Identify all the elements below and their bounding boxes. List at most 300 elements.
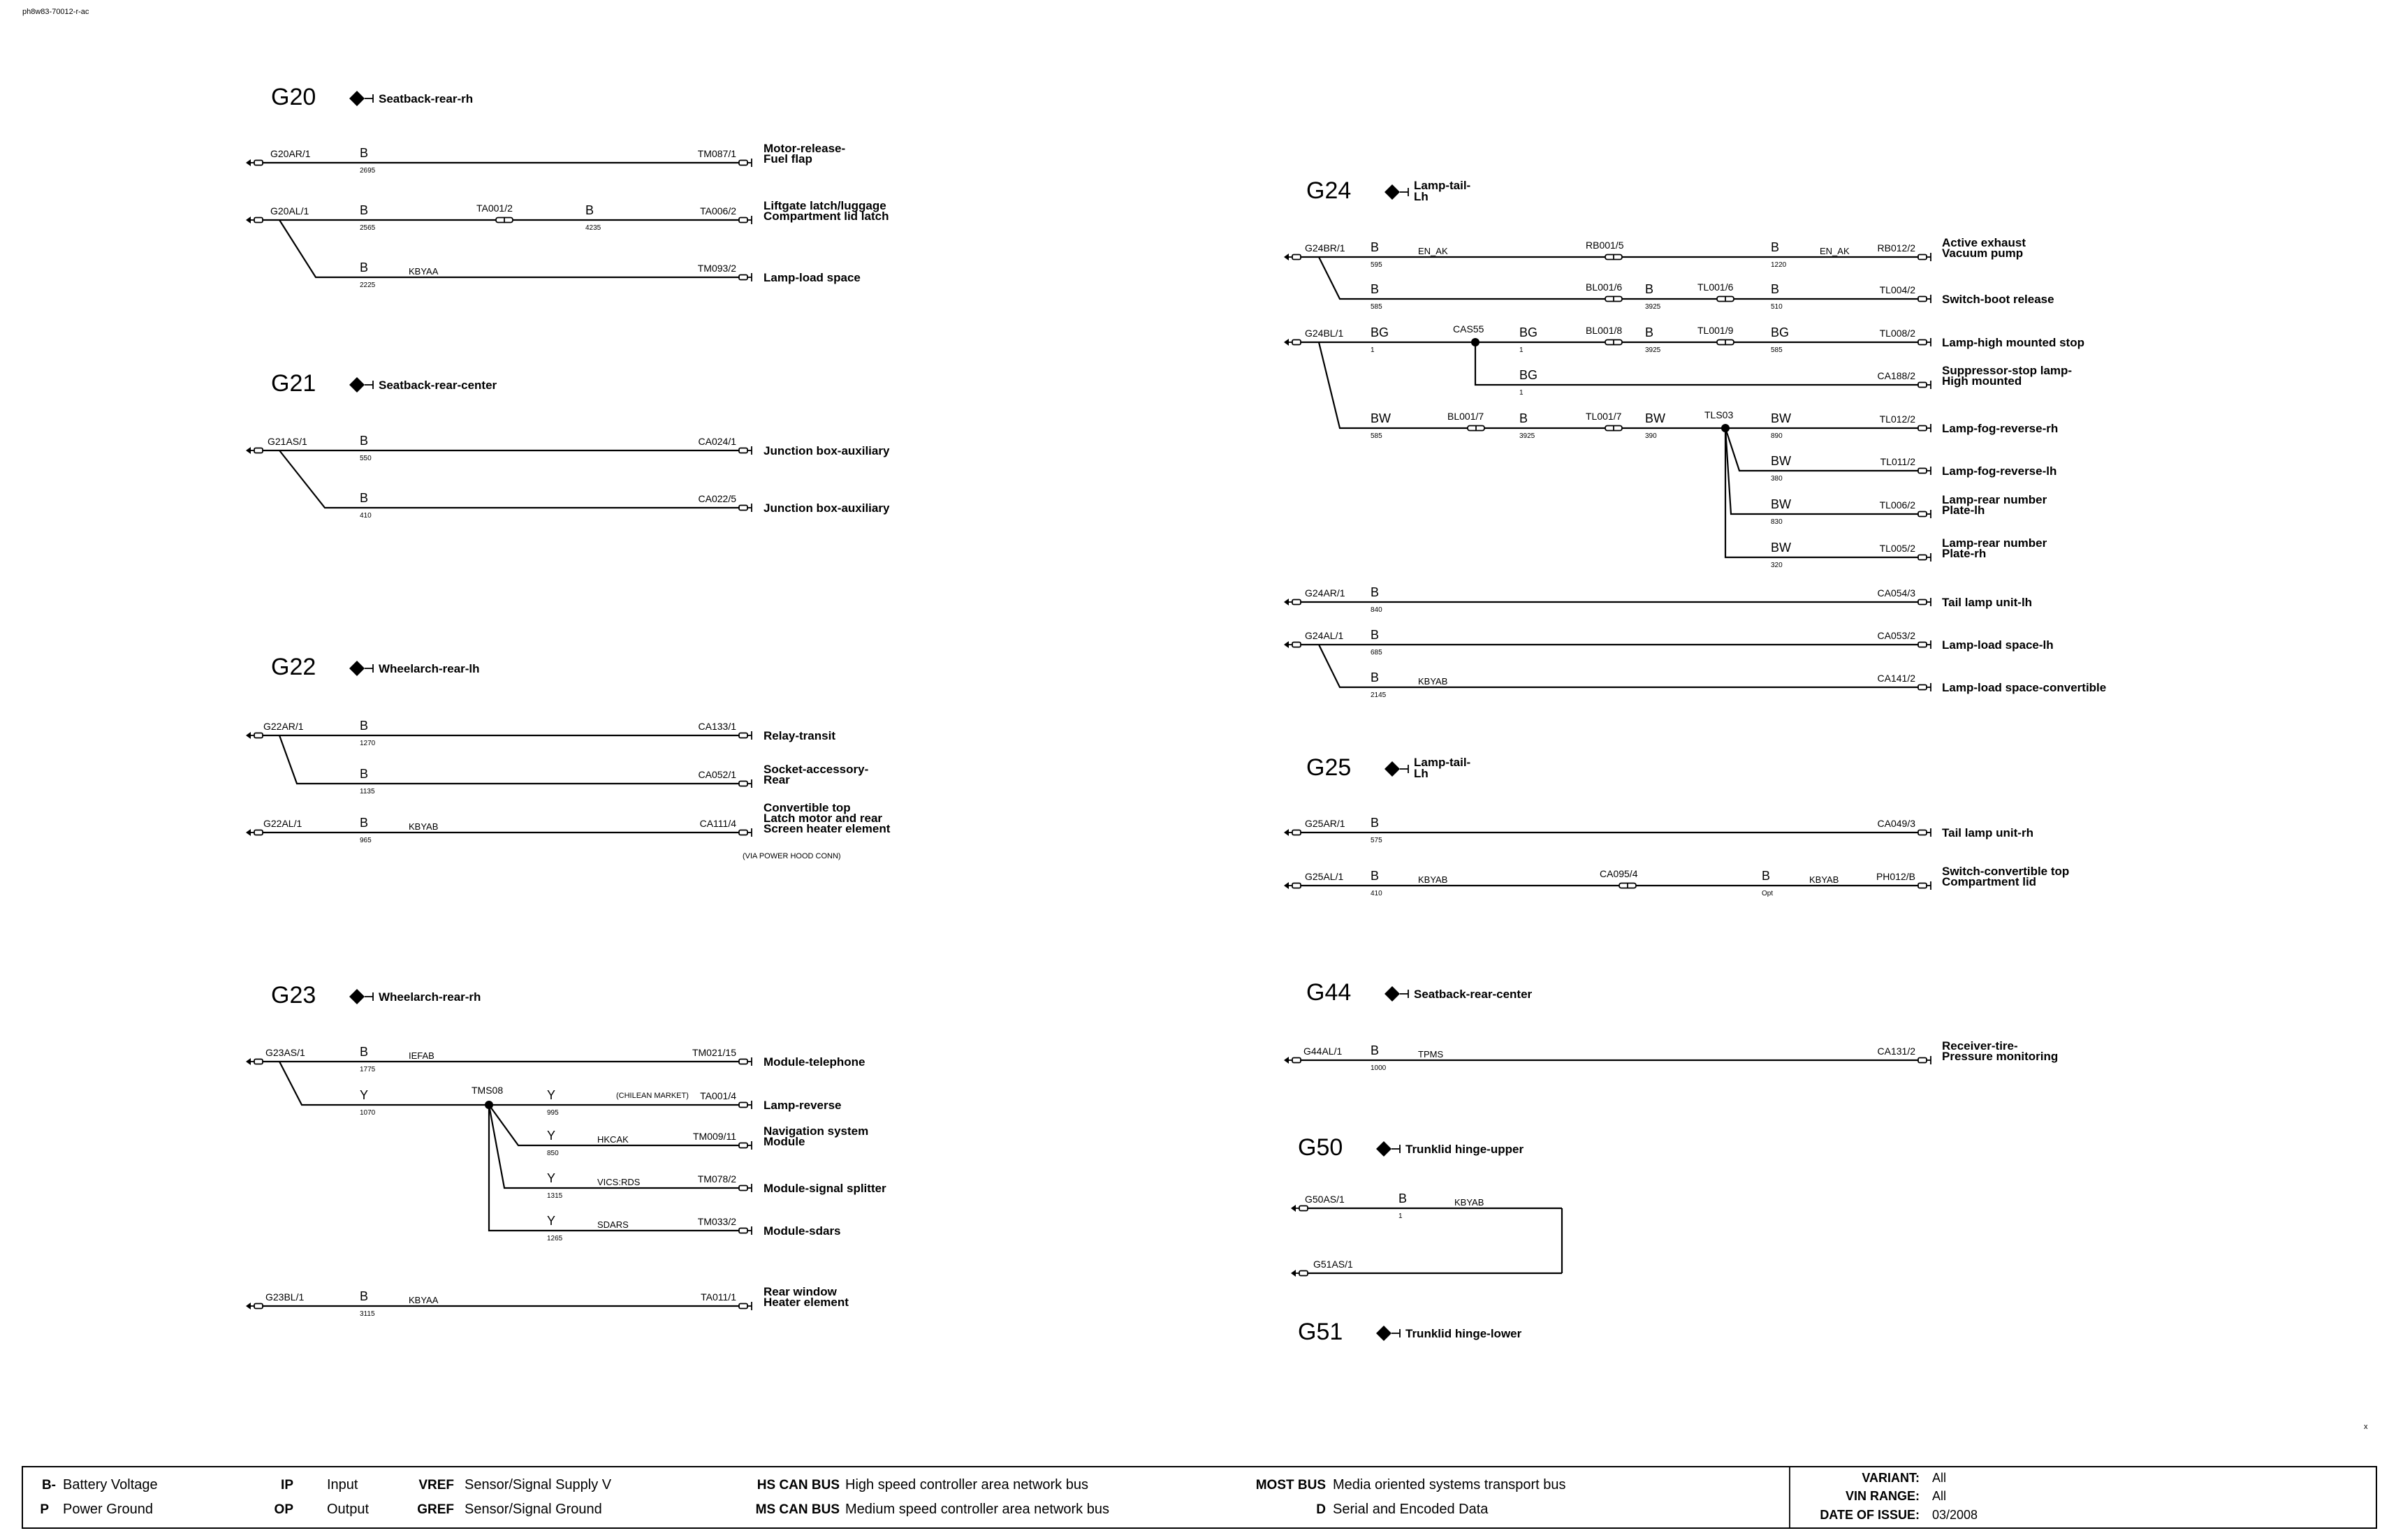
harness-code: KBYAA (409, 1295, 439, 1305)
pin-label: G51AS/1 (1313, 1259, 1353, 1270)
connector-id: CA133/1 (698, 721, 736, 732)
pin-label: G22AR/1 (263, 721, 304, 732)
legend-key: P (40, 1502, 49, 1517)
wire-length: 2565 (360, 224, 376, 232)
pin-label: G20AR/1 (270, 148, 311, 159)
ground-arrow-icon (1284, 882, 1289, 889)
connector-icon (1292, 1058, 1301, 1063)
ground-id: G25 (1306, 754, 1352, 781)
wire-length: 2695 (360, 167, 376, 175)
corner-mark: x (2364, 1423, 2368, 1431)
wire-length: 510 (1771, 303, 1783, 311)
ground-arrow-icon (1284, 829, 1289, 836)
wire-colour: Y (360, 1088, 369, 1102)
wire-colour: BW (1771, 454, 1791, 468)
wire-length: 1270 (360, 740, 376, 747)
connector-icon (1918, 555, 1927, 560)
wire-colour: B (1371, 282, 1380, 296)
connector-icon (739, 275, 747, 280)
wire-length: 1775 (360, 1066, 376, 1073)
wire-colour: BW (1371, 411, 1391, 425)
note-label: (CHILEAN MARKET) (616, 1092, 689, 1100)
harness-code: EN_AK (1820, 246, 1850, 256)
connector-id: CA022/5 (698, 493, 736, 504)
wire-length: 1000 (1371, 1064, 1387, 1072)
connector-icon (1918, 297, 1927, 302)
connector-icon (254, 733, 263, 738)
wire (489, 1105, 739, 1231)
connector-id: RB012/2 (1877, 242, 1915, 254)
ground-arrow-icon (246, 732, 251, 739)
connector-id: TM093/2 (697, 263, 736, 274)
connector-icon (1292, 830, 1301, 835)
wire-length: 830 (1771, 518, 1783, 526)
ground-point-icon (349, 661, 365, 676)
legend-label: Input (327, 1477, 358, 1493)
legend-label: Media oriented systems transport bus (1333, 1477, 1566, 1493)
wire-length: 585 (1371, 432, 1382, 440)
destination-label: Lamp-rear number (1942, 536, 2047, 550)
legend-key: OP (274, 1502, 293, 1517)
pin-label: G50AS/1 (1305, 1194, 1345, 1205)
connector-icon (1292, 883, 1301, 888)
pin-label: G24BR/1 (1305, 242, 1345, 254)
destination-label: Relay-transit (764, 729, 835, 742)
destination-label: Lamp-rear number (1942, 493, 2047, 506)
wire-length: 1 (1519, 389, 1524, 397)
wire-colour: Y (547, 1088, 556, 1102)
wire-colour: B (585, 203, 594, 217)
ground-point-icon (349, 377, 365, 393)
wire-colour: Y (547, 1171, 556, 1185)
wire-colour: B (360, 434, 369, 448)
connector-id: TM078/2 (697, 1173, 736, 1185)
wire-colour: B (360, 261, 369, 274)
wire-length: 890 (1771, 432, 1783, 440)
connector-icon (739, 830, 747, 835)
ground-title: Trunklid hinge-upper (1405, 1143, 1524, 1156)
ground-title: Seatback-rear-rh (379, 92, 474, 105)
ground-group-g20 (246, 84, 889, 289)
ground-point-icon (349, 91, 365, 106)
connector-id: TL004/2 (1879, 284, 1915, 295)
ground-title: Wheelarch-rear-rh (379, 990, 481, 1004)
harness-code: VICS:RDS (597, 1177, 641, 1187)
wire-length: 585 (1371, 303, 1382, 311)
wire-length: 3925 (1645, 303, 1661, 311)
connector-icon (739, 782, 747, 786)
destination-label: Lamp-load space (764, 271, 861, 284)
wire (1319, 257, 1918, 299)
destination-label: Module (764, 1135, 805, 1148)
wire-length: 410 (360, 512, 372, 520)
connector-id: CA141/2 (1877, 673, 1915, 684)
ground-group-g25 (1284, 754, 2069, 897)
connector-id: CA111/4 (699, 818, 736, 829)
ground-id: G44 (1306, 979, 1352, 1006)
ground-title: Wheelarch-rear-lh (379, 662, 480, 675)
pin-label: G24AL/1 (1305, 630, 1344, 641)
harness-code: SDARS (597, 1219, 629, 1230)
wire-colour: B (1371, 1043, 1380, 1057)
connector-id: TA001/4 (700, 1090, 736, 1101)
connector-icon (254, 1059, 263, 1064)
connector-id: TM087/1 (697, 148, 736, 159)
connector-id: TL008/2 (1879, 328, 1915, 339)
ground-title: Seatback-rear-center (379, 379, 497, 392)
wire-length: 1265 (547, 1235, 563, 1242)
ground-point-icon (1385, 986, 1400, 1002)
wire-colour: Y (547, 1214, 556, 1228)
destination-label: Latch motor and rear (764, 812, 883, 825)
connector-id: TL001/7 (1586, 411, 1622, 422)
variant-value: All (1932, 1471, 1947, 1485)
wire-colour: BG (1519, 368, 1538, 382)
ground-arrow-icon (246, 1303, 251, 1310)
connector-icon (254, 218, 263, 223)
destination-label: Lamp-high mounted stop (1942, 336, 2084, 349)
legend-key: HS CAN BUS (757, 1478, 840, 1493)
destination-label: Liftgate latch/luggage (764, 199, 886, 212)
connector-icon (1918, 340, 1927, 345)
connector-icon (739, 448, 747, 453)
harness-code: KBYAB (1454, 1197, 1484, 1208)
pin-label: G25AR/1 (1305, 818, 1345, 829)
wire-length: 585 (1771, 346, 1783, 354)
harness-code: EN_AK (1418, 246, 1448, 256)
destination-label: Plate-lh (1942, 504, 1985, 517)
connector-icon (739, 733, 747, 738)
wire-length: 550 (360, 455, 372, 462)
harness-code: KBYAB (1418, 874, 1448, 885)
wire-length: 3925 (1645, 346, 1661, 354)
destination-label: High mounted (1942, 374, 2022, 388)
destination-label: Lamp-fog-reverse-lh (1942, 464, 2057, 478)
connector-icon (1918, 512, 1927, 517)
connector-id: TL012/2 (1879, 413, 1915, 425)
pin-label: G24BL/1 (1305, 328, 1344, 339)
ground-title: Trunklid hinge-lower (1405, 1327, 1522, 1340)
pin-label: G23AS/1 (265, 1047, 305, 1058)
wire-length: 4235 (585, 224, 601, 232)
connector-icon (1918, 883, 1927, 888)
wire-colour: BW (1771, 541, 1791, 555)
connector-id: PH012/B (1876, 871, 1915, 882)
wire-colour: B (1771, 282, 1780, 296)
ground-point-icon (1385, 184, 1400, 200)
connector-icon (739, 1186, 747, 1191)
connector-id: TM033/2 (697, 1216, 736, 1227)
ground-arrow-icon (1284, 641, 1289, 648)
harness-code: KBYAB (1418, 676, 1448, 687)
legend-key: GREF (417, 1502, 454, 1517)
legend-label: Medium speed controller area network bus (845, 1502, 1109, 1517)
legend-label: High speed controller area network bus (845, 1477, 1088, 1493)
legend-box (22, 1467, 2376, 1528)
ground-arrow-icon (246, 1058, 251, 1065)
legend-label: Power Ground (63, 1502, 153, 1517)
legend-key: IP (281, 1478, 293, 1493)
harness-code: IEFAB (409, 1050, 434, 1061)
wire-colour: B (360, 719, 369, 733)
note-label: (VIA POWER HOOD CONN) (743, 852, 841, 860)
destination-label: Module-signal splitter (764, 1182, 886, 1195)
ground-id: G51 (1298, 1319, 1343, 1345)
wire (1319, 645, 1918, 687)
connector-icon (739, 1059, 747, 1064)
connector-id: CA024/1 (698, 436, 736, 447)
ground-arrow-icon (1284, 599, 1289, 606)
harness-code: TPMS (1418, 1049, 1444, 1059)
ground-title: Seatback-rear-center (1414, 988, 1533, 1001)
connector-id: CA049/3 (1877, 818, 1915, 829)
splice-id: CAS55 (1453, 323, 1484, 335)
harness-code: HKCAK (597, 1134, 629, 1145)
wire-colour: BW (1645, 411, 1665, 425)
wire (279, 735, 739, 784)
vin-range-value: All (1932, 1489, 1947, 1503)
wire-colour: B (360, 491, 369, 505)
pin-label: G25AL/1 (1305, 871, 1344, 882)
harness-code: KBYAA (409, 266, 439, 277)
legend-label: Serial and Encoded Data (1333, 1502, 1489, 1517)
connector-id: BL001/8 (1586, 325, 1623, 336)
wire-colour: Y (547, 1129, 556, 1143)
destination-label: Screen heater element (764, 822, 891, 835)
wire-colour: B (1371, 585, 1380, 599)
legend-key: MS CAN BUS (755, 1502, 840, 1517)
wire-colour: B (360, 1045, 369, 1059)
ground-id: G22 (271, 654, 316, 680)
harness-code: KBYAB (1809, 874, 1839, 885)
connector-id: BL001/6 (1586, 281, 1623, 293)
pin-label: G22AL/1 (263, 818, 302, 829)
ground-arrow-icon (1284, 254, 1289, 261)
connector-id: BL001/7 (1447, 411, 1484, 422)
connector-id: TA011/1 (701, 1291, 736, 1303)
ground-title: Lamp-tail- (1414, 756, 1471, 769)
legend-label: Sensor/Signal Supply V (465, 1477, 612, 1493)
connector-id: TA006/2 (700, 205, 736, 217)
legend-label: Battery Voltage (63, 1477, 158, 1493)
connector-icon (1292, 340, 1301, 345)
connector-id: TA001/2 (476, 203, 513, 214)
connector-icon (1918, 643, 1927, 647)
connector-id: TM009/11 (693, 1131, 736, 1142)
splice-id: TMS08 (472, 1085, 504, 1096)
wire-colour: B (1762, 869, 1771, 883)
destination-label: Tail lamp unit-rh (1942, 826, 2033, 839)
wire-length: 1 (1398, 1212, 1403, 1220)
connector-icon (1918, 600, 1927, 605)
wire-colour: B (1645, 325, 1654, 339)
wire-length: 1315 (547, 1192, 563, 1200)
connector-icon (1918, 685, 1927, 690)
date-of-issue-value: 03/2008 (1932, 1508, 1978, 1522)
destination-label: Lamp-load space-convertible (1942, 681, 2107, 694)
destination-label: Junction box-auxiliary (764, 444, 890, 457)
legend-key: D (1316, 1502, 1326, 1517)
date-of-issue-label: DATE OF ISSUE: (1820, 1508, 1920, 1522)
ground-arrow-icon (1284, 1057, 1289, 1064)
destination-label: Receiver-tire- (1942, 1039, 2018, 1053)
wire-length: 850 (547, 1150, 559, 1157)
connector-id: CA188/2 (1877, 370, 1915, 381)
wire-colour: B (360, 146, 369, 160)
wire-length: 3115 (360, 1310, 375, 1318)
ground-id: G24 (1306, 177, 1352, 204)
connector-icon (1918, 255, 1927, 260)
ground-id: G21 (271, 370, 316, 397)
legend-key: VREF (418, 1478, 454, 1493)
destination-label: Tail lamp unit-lh (1942, 596, 2033, 609)
wire-length: 390 (1645, 432, 1657, 440)
vin-range-label: VIN RANGE: (1845, 1489, 1920, 1503)
wire-colour: B (360, 816, 369, 830)
wire-colour: B (1398, 1191, 1408, 1205)
wire-colour: B (360, 767, 369, 781)
ground-group-g50 (1291, 1134, 1562, 1277)
destination-label: Socket-accessory- (764, 763, 869, 776)
connector-icon (739, 1304, 747, 1309)
ground-arrow-icon (246, 829, 251, 836)
wire-colour: BW (1771, 411, 1791, 425)
connector-icon (1299, 1271, 1308, 1276)
wire-length: 995 (547, 1109, 559, 1117)
destination-label: Lamp-reverse (764, 1099, 842, 1112)
connector-id: CA095/4 (1600, 868, 1638, 879)
destination-label: Switch-boot release (1942, 293, 2054, 306)
wire-length: 1070 (360, 1109, 376, 1117)
connector-id: TM021/15 (692, 1047, 736, 1058)
wire-colour: BW (1771, 497, 1791, 511)
wire-colour: B (1371, 628, 1380, 642)
ground-title: Lh (1414, 767, 1429, 780)
connector-icon (1918, 426, 1927, 431)
connector-icon (1299, 1206, 1308, 1211)
wire-length: 575 (1371, 837, 1382, 844)
connector-id: TL011/2 (1880, 456, 1915, 467)
connector-id: CA053/2 (1877, 630, 1915, 641)
ground-arrow-icon (246, 447, 251, 454)
connector-icon (254, 448, 263, 453)
destination-label: Rear (764, 773, 790, 786)
wire-length: 2145 (1371, 691, 1387, 699)
ground-group-g23 (246, 982, 886, 1318)
connector-id: TL005/2 (1879, 543, 1915, 554)
legend-key: B- (41, 1478, 56, 1493)
legend-label: Output (327, 1502, 370, 1517)
connector-icon (1918, 1058, 1927, 1063)
wire-length: 1220 (1771, 261, 1787, 269)
destination-label: Pressure monitoring (1942, 1050, 2059, 1063)
connector-icon (1918, 469, 1927, 474)
legend-frame (22, 1467, 2376, 1528)
connector-icon (1918, 830, 1927, 835)
connector-icon (254, 830, 263, 835)
destination-label: Switch-convertible top (1942, 865, 2070, 878)
ground-id: G23 (271, 982, 316, 1009)
connector-id: CA131/2 (1877, 1046, 1915, 1057)
wire-colour: BG (1771, 325, 1790, 339)
ground-group-g22 (246, 654, 891, 860)
connector-id: TL006/2 (1879, 499, 1915, 511)
ground-point-icon (1385, 761, 1400, 777)
connector-id: RB001/5 (1586, 240, 1624, 251)
destination-label: Lamp-load space-lh (1942, 638, 2054, 652)
destination-label: Compartment lid (1942, 875, 2037, 888)
destination-label: Motor-release- (764, 142, 846, 155)
ground-arrow-icon (246, 159, 251, 166)
variant-label: VARIANT: (1862, 1471, 1920, 1485)
legend-label: Sensor/Signal Ground (465, 1502, 602, 1517)
destination-label: Module-telephone (764, 1055, 865, 1069)
pin-label: G24AR/1 (1305, 587, 1345, 599)
pin-label: G21AS/1 (268, 436, 307, 447)
connector-icon (1918, 383, 1927, 388)
wire-colour: B (1371, 670, 1380, 684)
ground-arrow-icon (246, 217, 251, 223)
wire-colour: BG (1371, 325, 1389, 339)
ground-title: Lh (1414, 190, 1429, 203)
destination-label: Lamp-fog-reverse-rh (1942, 422, 2059, 435)
wire-colour: B (360, 1289, 369, 1303)
wire-length: 410 (1371, 890, 1382, 897)
ground-point-icon (1376, 1141, 1391, 1157)
wire-length: 2225 (360, 281, 376, 289)
destination-label: Navigation system (764, 1124, 869, 1138)
destination-label: Module-sdars (764, 1224, 841, 1238)
destination-label: Vacuum pump (1942, 247, 2024, 260)
connector-icon (739, 218, 747, 223)
connector-icon (1292, 600, 1301, 605)
harness-code: KBYAB (409, 821, 439, 832)
wire (1725, 428, 1918, 557)
destination-label: Convertible top (764, 801, 851, 814)
wire-length: 965 (360, 837, 372, 844)
wire (1475, 342, 1918, 385)
wire-colour: B (1371, 869, 1380, 883)
ground-arrow-icon (1291, 1205, 1296, 1212)
destination-label: Fuel flap (764, 152, 812, 166)
wire (279, 450, 739, 508)
ground-point-icon (349, 989, 365, 1004)
ground-group-g24 (1284, 177, 2106, 699)
wire-length: 1 (1371, 346, 1375, 354)
ground-id: G20 (271, 84, 316, 110)
wire (279, 220, 739, 277)
connector-icon (254, 161, 263, 166)
destination-label: Suppressor-stop lamp- (1942, 364, 2073, 377)
ground-id: G50 (1298, 1134, 1343, 1161)
wire-colour: B (1645, 282, 1654, 296)
ground-point-icon (1376, 1326, 1391, 1341)
wire-length: 1135 (360, 788, 375, 795)
connector-icon (739, 1229, 747, 1233)
wire-colour: B (1771, 240, 1780, 254)
legend-key: MOST BUS (1255, 1478, 1326, 1493)
connector-icon (1292, 643, 1301, 647)
wire-length: 320 (1771, 562, 1783, 569)
ground-group-g51 (1298, 1319, 1522, 1345)
destination-label: Active exhaust (1942, 236, 2026, 249)
connector-id: TL001/9 (1697, 325, 1734, 336)
wire-length: 380 (1771, 475, 1783, 483)
wire-colour: B (1519, 411, 1528, 425)
wire-length: 595 (1371, 261, 1382, 269)
connector-id: TL001/6 (1697, 281, 1734, 293)
wire-colour: B (1371, 240, 1380, 254)
